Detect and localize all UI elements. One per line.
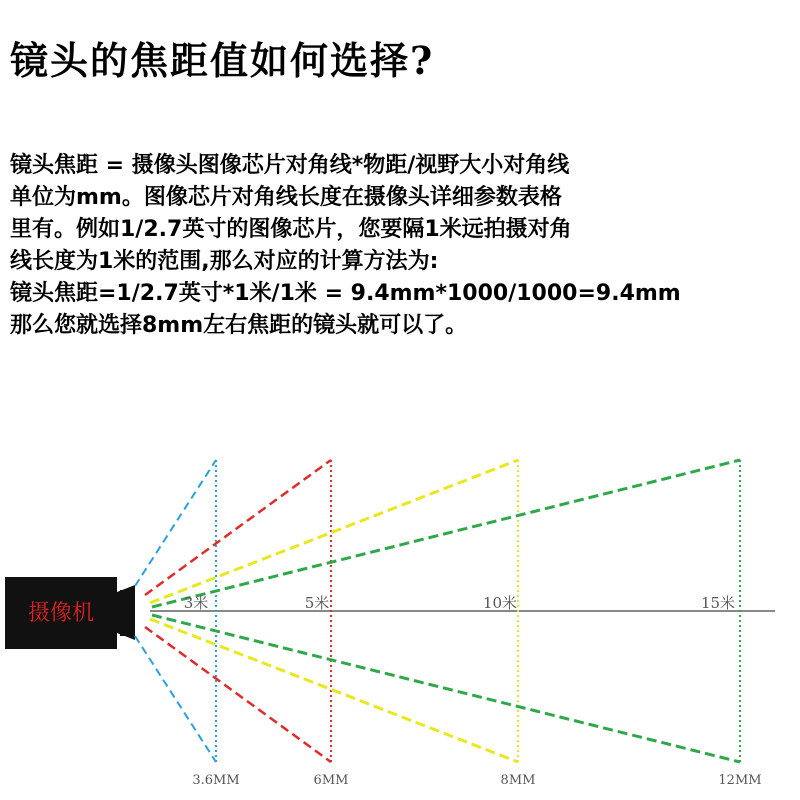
camera-lens-front xyxy=(120,590,134,636)
fov-line xyxy=(135,460,216,586)
fov-line xyxy=(150,460,518,603)
explanation-paragraph xyxy=(10,150,795,342)
field-of-view-diagram xyxy=(0,440,800,800)
camera xyxy=(5,577,135,649)
focal-length-label: 8MM xyxy=(500,773,536,788)
paragraph-line: 单位为mm。图像芯片对角线长度在摄像头详细参数表格 xyxy=(10,185,562,210)
paragraph-line: 镜头焦距 = 摄像头图像芯片对角线*物距/视野大小对角线 xyxy=(10,153,570,178)
fov-line xyxy=(135,636,216,762)
focal-length-label: 3.6MM xyxy=(192,773,240,788)
paragraph-line: 里有。例如1/2.7英寸的图像芯片，您要隔1米远拍摄对角 xyxy=(10,217,572,242)
paragraph-line: 那么您就选择8mm左右焦距的镜头就可以了。 xyxy=(10,313,468,338)
page-title: 镜头的焦距值如何选择? xyxy=(10,38,435,83)
distance-label: 10米 xyxy=(482,594,518,612)
paragraph-line: 线长度为1米的范围,那么对应的计算方法为: xyxy=(10,249,439,274)
paragraph-line: 镜头焦距=1/2.7英寸*1米/1米 = 9.4mm*1000/1000=9.4mm xyxy=(10,281,681,306)
distance-label: 3米 xyxy=(183,594,209,612)
camera-label: 摄像机 xyxy=(27,601,95,626)
fov-line xyxy=(150,619,518,762)
fov-line xyxy=(152,460,740,607)
focal-length-label: 12MM xyxy=(718,773,762,788)
fov-line xyxy=(152,615,740,762)
focal-length-label: 6MM xyxy=(313,773,349,788)
distance-label: 5米 xyxy=(304,594,330,612)
distance-label: 15米 xyxy=(700,594,736,612)
